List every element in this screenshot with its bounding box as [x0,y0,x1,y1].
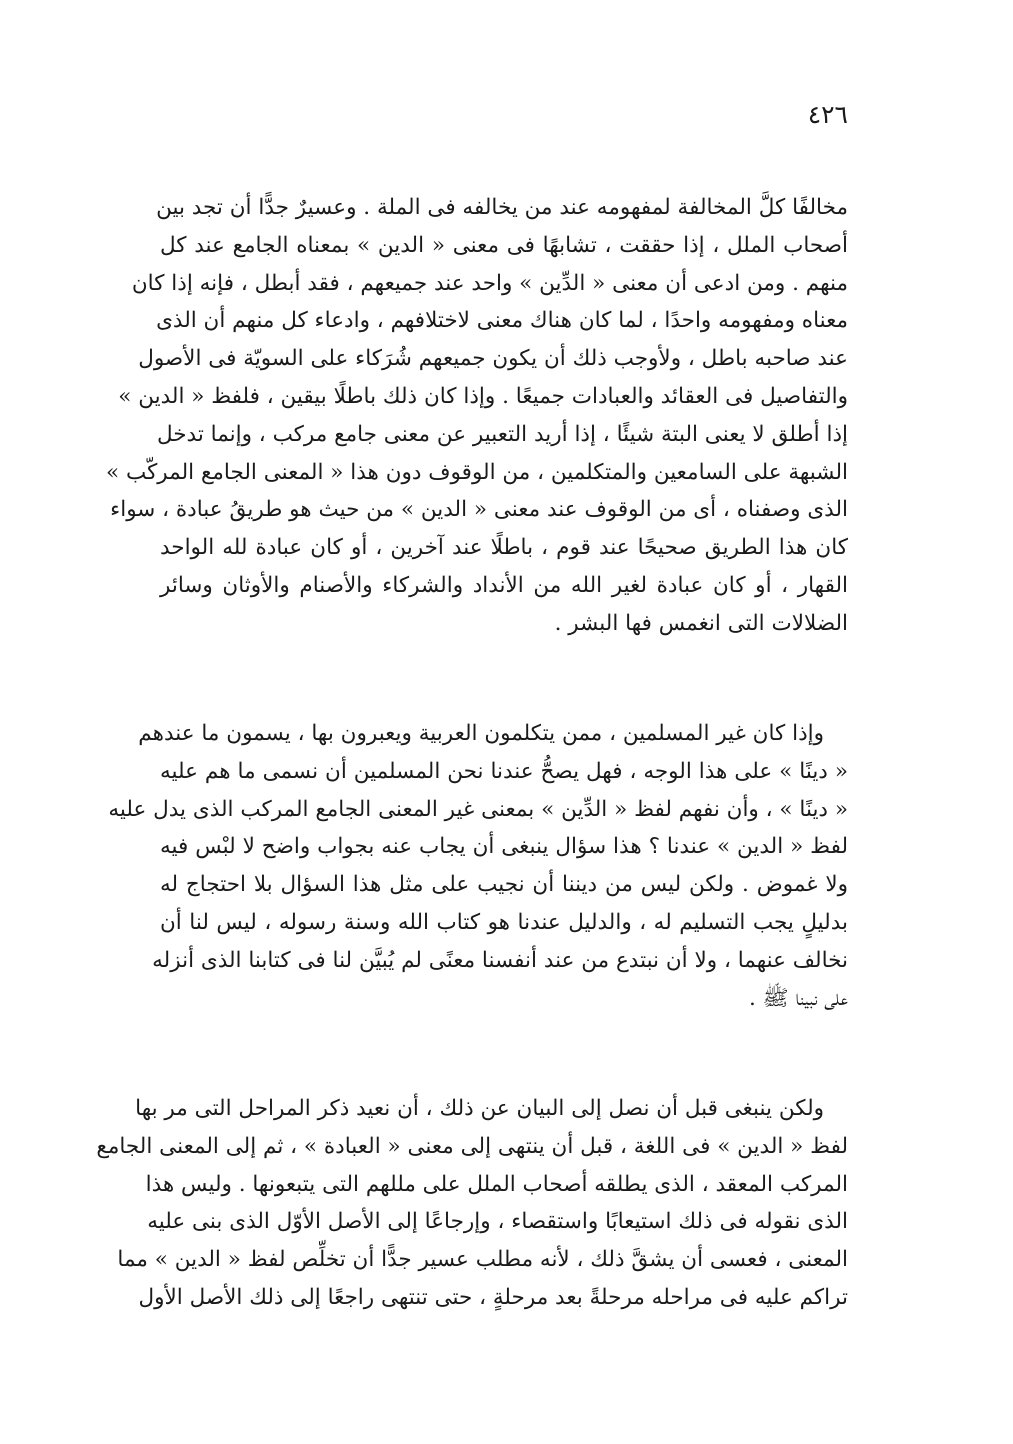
text-line: بدليلٍ يجب التسليم له ، والدليل عندنا هو كتاب الله وسنة رسوله ، ليس لنا أن [160,909,848,935]
text-line: إذا أطلق لا يعنى البتة شيئًا ، إذا أريد التعبير عن معنى جامع مركب ، وإنما تدخل [156,421,848,447]
text-line: والتفاصيل فى العقائد والعبادات جميعًا . وإذا كان ذلك باطلًا بيقين ، فلفظ « الدين » [118,383,848,409]
text-line: المعنى ، فعسى أن يشقَّ ذلك ، لأنه مطلب عسير جدًّا أن تخلِّص لفظ « الدين » مما [117,1247,848,1273]
text-line: كان هذا الطريق صحيحًا عند قوم ، باطلًا عند آخرين ، أو كان عبادة لله الواحد [160,535,848,561]
text-line: وإذا كان غير المسلمين ، ممن يتكلمون العربية ويعبرون بها ، يسمون ما عندهم [138,721,824,746]
text-line: عند صاحبه باطل ، ولأوجب ذلك أن يكون جميعهم شُرَكاء على السويّة فى الأصول [138,346,848,372]
text-line: القهار ، أو كان عبادة لغير الله من الأنداد والشركاء والأصنام والأوثان وسائر [160,572,848,598]
text-line: الشبهة على السامعين والمتكلمين ، من الوقوف دون هذا « المعنى الجامع المركّب » [105,459,848,485]
text-line: نخالف عنهما ، ولا أن نبتدع من عند أنفسنا معنًى لم يُبيَّن لنا فى كتابنا الذى أنزله [152,947,848,973]
text-line: لفظ « الدين » عندنا ؟ هذا سؤال ينبغى أن يجاب عنه بجواب واضح لا لبْس فيه [160,834,848,860]
text-line: الضلالات التى انغمس فها البشر . [554,610,848,636]
text-line: أصحاب الملل ، إذا حققت ، تشابهًا فى معنى « الدين » بمعناه الجامع عند كل [160,232,848,258]
page-number: ٤٢٦ [807,100,848,129]
text-line: منهم . ومن ادعى أن معنى « الدِّين » واحد عند جميعهم ، فقد أبطل ، فإنه إذا كان [131,270,848,296]
text-line: المركب المعقد ، الذى يطلقه أصحاب الملل على مللهم التى يتبعونها . وليس هذا [145,1171,848,1197]
text-line: « دينًا » على هذا الوجه ، فهل يصحُّ عندنا نحن المسلمين أن نسمى ما هم عليه [160,758,848,784]
text-line: « دينًا » ، وأن نفهم لفظ « الدِّين » بمعنى غير المعنى الجامع المركب الذى يدل عليه [108,796,848,822]
text-line: الذى نقوله فى ذلك استيعابًا واستقصاء ، وإرجاعًا إلى الأصل الأوّل الذى بنى عليه [147,1209,848,1235]
text-line: الذى وصفناه ، أى من الوقوف عند معنى « الدين » من حيث هو طريقُ عبادة ، سواء [110,497,848,523]
paragraph-2 [108,715,848,1017]
text-line: معناه ومفهومه واحدًا ، لما كان هناك معنى لاختلافهم ، وادعاء كل منهم أن الذى [156,308,848,334]
paragraph-3 [96,1090,848,1317]
text-line: مخالفًا كلَّ المخالفة لمفهومه عند من يخالفه فى الملة . وعسيرٌ جدًّا أن تجد بين [156,195,848,220]
text-line: لفظ « الدين » فى اللغة ، قبل أن ينتهى إلى معنى « العبادة » ، ثم إلى المعنى الجامع [96,1133,848,1159]
text-line: تراكم عليه فى مراحله مرحلةً بعد مرحلةٍ ، حتى تنتهى راجعًا إلى ذلك الأصل الأول [138,1284,848,1310]
text-line: على نبينا ﷺ . [749,985,848,1011]
text-line: ولا غموض . ولكن ليس من ديننا أن نجيب على مثل هذا السؤال بلا احتجاج له [160,872,848,898]
text-line: ولكن ينبغى قبل أن نصل إلى البيان عن ذلك ، أن نعيد ذكر المراحل التى مر بها [135,1096,824,1121]
paragraph-1 [105,189,848,643]
